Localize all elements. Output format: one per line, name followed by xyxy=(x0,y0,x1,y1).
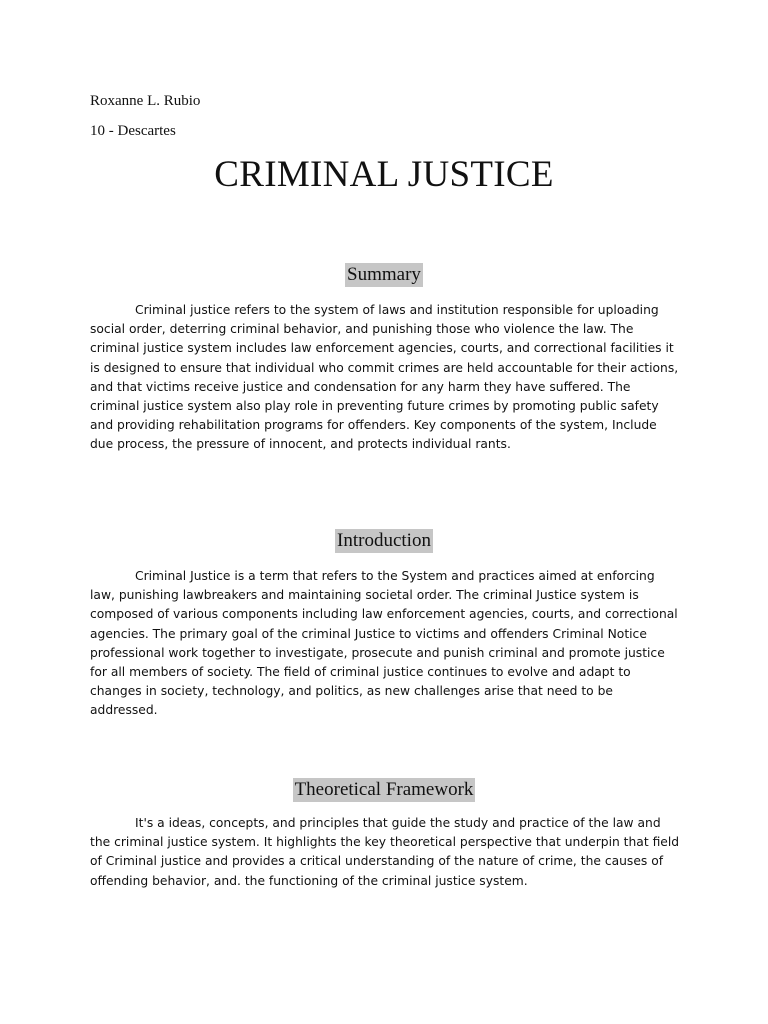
theoretical-framework-heading-wrap xyxy=(0,778,768,802)
introduction-heading: Introduction xyxy=(337,530,431,551)
introduction-heading-wrap xyxy=(0,529,768,553)
author-name: Roxanne L. Rubio xyxy=(90,93,201,109)
summary-heading: Summary xyxy=(347,264,421,285)
summary-heading-wrap xyxy=(0,263,768,287)
class-section: 10 - Descartes xyxy=(90,123,176,139)
summary-paragraph: Criminal justice refers to the system of laws and institution responsible for uploading social order, deterring criminal behavior, and punishing those who violence the law. The criminal justice system includes law enforcement agencies, courts, and correctional facilities it is designed to ensure that individual who commit crimes are held accountable for their actions, and that victims receive justice and condensation for any harm they have suffered. The criminal justice system also play role in preventing future crimes by promoting public safety and providing rehabilitation programs for offenders. Key components of the system, Include due process, the pressure of innocent, and protects individual rants. xyxy=(90,303,679,452)
theoretical-framework-heading: Theoretical Framework xyxy=(294,779,474,800)
introduction-paragraph: Criminal Justice is a term that refers to the System and practices aimed at enforcing law, punishing lawbreakers and maintaining societal order. The criminal Justice system is composed of various components including law enforcement agencies, courts, and correctional agencies. The primary goal of the criminal Justice to victims and offenders Criminal Notice professional work together to investigate, prosecute and punish criminal and promote justice for all members of society. The field of criminal justice continues to evolve and adapt to changes in society, technology, and politics, as new challenges arise that need to be addressed. xyxy=(90,569,678,718)
document-title: CRIMINAL JUSTICE xyxy=(214,154,554,195)
theoretical-framework-paragraph: It's a ideas, concepts, and principles that guide the study and practice of the law and the criminal justice system. It highlights the key theoretical perspective that underpin that field of Criminal justice and provides a critical understanding of the nature of crime, the causes of offending behavior, and. the functioning of the criminal justice system. xyxy=(90,816,680,888)
